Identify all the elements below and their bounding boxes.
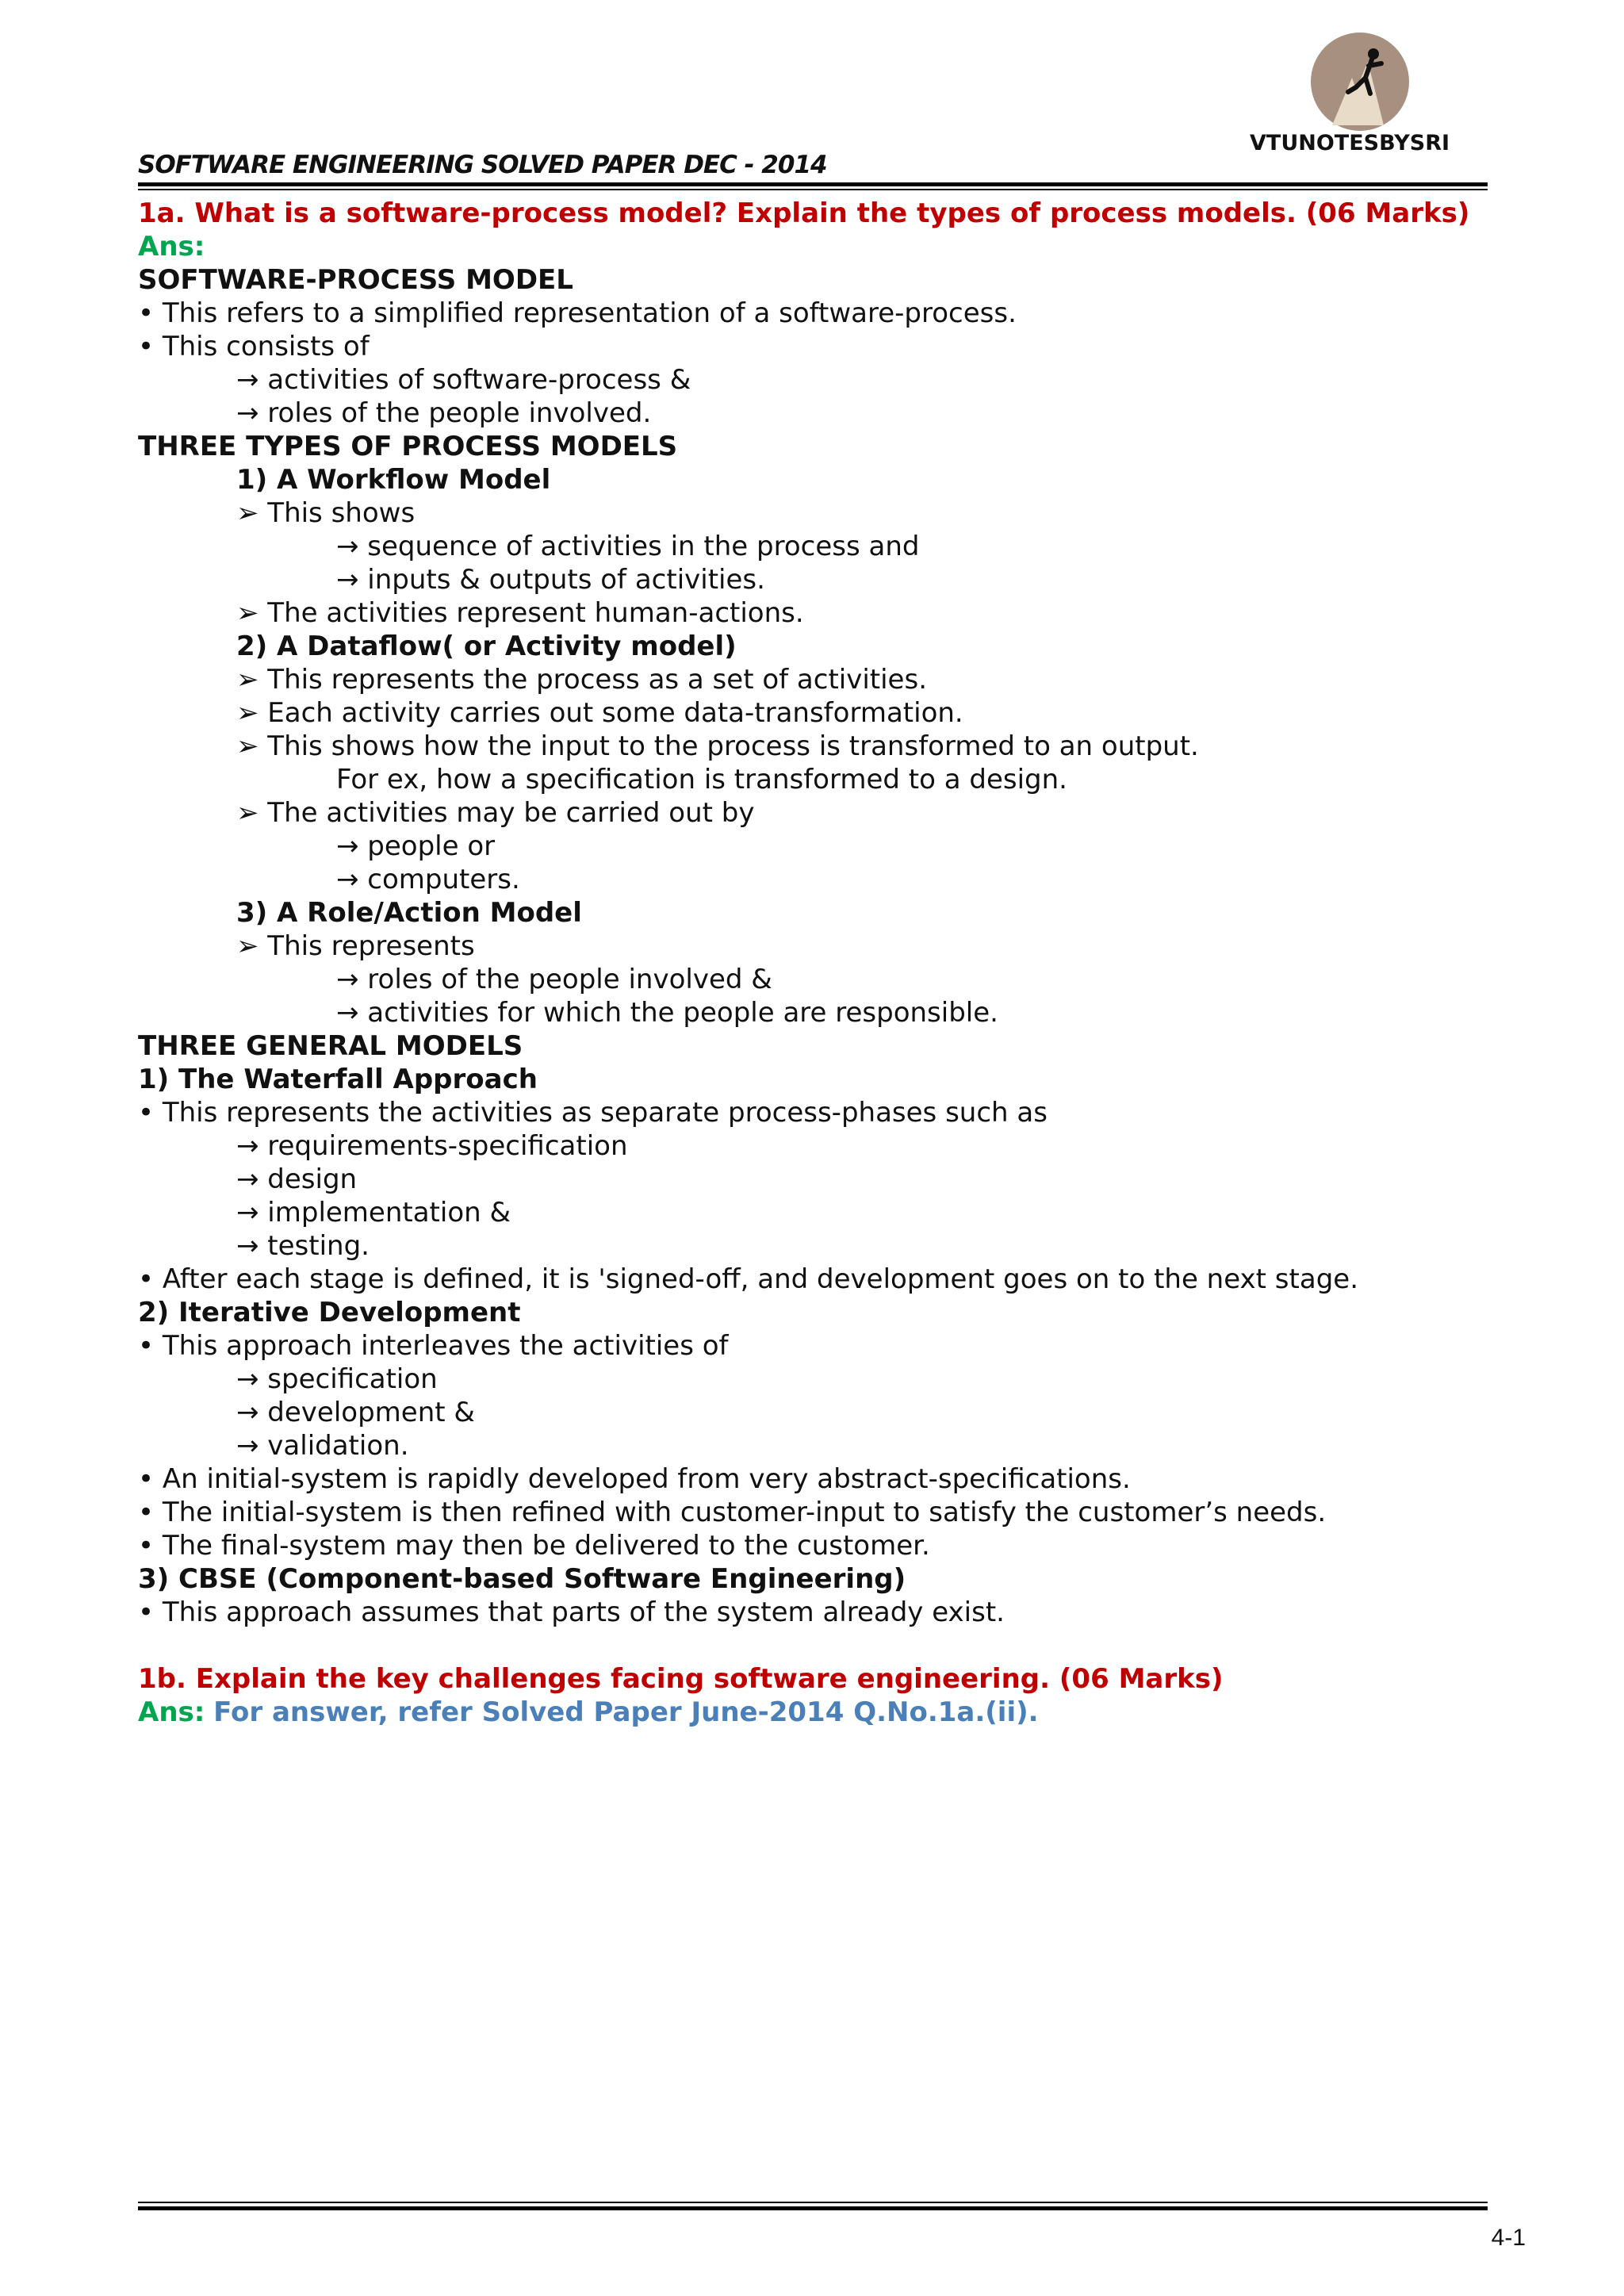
footer-rule bbox=[138, 2206, 1488, 2210]
model-title: 2) Iterative Development bbox=[138, 1297, 521, 1328]
answer-label: Ans: bbox=[138, 1696, 205, 1728]
sub-bullet: → activities for which the people are responsible. bbox=[336, 997, 998, 1029]
model-title: 1) A Workflow Model bbox=[236, 464, 551, 496]
climber-logo-icon bbox=[1308, 30, 1411, 133]
answer-label: Ans: bbox=[138, 231, 205, 263]
sub-bullet: → roles of the people involved. bbox=[236, 397, 652, 429]
model-title: 3) CBSE (Component-based Software Engineering) bbox=[138, 1563, 906, 1595]
sub-bullet: → inputs & outputs of activities. bbox=[336, 564, 765, 596]
sub-bullet: → roles of the people involved & bbox=[336, 964, 772, 995]
question-1b: 1b. Explain the key challenges facing software engineering. (06 Marks) bbox=[138, 1663, 1224, 1695]
sub-bullet: → activities of software-process & bbox=[236, 364, 691, 396]
bullet: ➢ Each activity carries out some data-transformation. bbox=[236, 697, 963, 729]
sub-bullet: → development & bbox=[236, 1397, 475, 1428]
bullet: • After each stage is defined, it is 'signed-off, and development goes on to the next stage. bbox=[138, 1263, 1358, 1295]
sub-bullet: → validation. bbox=[236, 1430, 409, 1462]
sub-bullet: → specification bbox=[236, 1363, 438, 1395]
bullet: • The initial-system is then refined with customer-input to satisfy the customer’s needs. bbox=[138, 1497, 1327, 1528]
bullet: ➢ This shows how the input to the process is transformed to an output. bbox=[236, 730, 1199, 762]
sub-bullet: → implementation & bbox=[236, 1197, 511, 1228]
sub-bullet: For ex, how a specification is transformed to a design. bbox=[336, 764, 1067, 795]
model-title: 2) A Dataflow( or Activity model) bbox=[236, 631, 737, 662]
spacer bbox=[138, 1629, 1502, 1662]
model-title: 3) A Role/Action Model bbox=[236, 897, 582, 929]
bullet: ➢ This shows bbox=[236, 497, 416, 529]
page-content bbox=[138, 197, 1502, 1729]
sub-bullet: → requirements-specification bbox=[236, 1130, 628, 1162]
answer-line bbox=[138, 1696, 1502, 1729]
sub-bullet: → testing. bbox=[236, 1230, 370, 1262]
page-number: 4-1 bbox=[1491, 2225, 1526, 2251]
section-heading: SOFTWARE-PROCESS MODEL bbox=[138, 264, 573, 296]
section-heading: THREE TYPES OF PROCESS MODELS bbox=[138, 431, 678, 462]
bullet: ➢ This represents bbox=[236, 930, 475, 962]
answer-reference: For answer, refer Solved Paper June-2014 Q.No.1a.(ii). bbox=[213, 1696, 1039, 1728]
bullet: • This approach assumes that parts of the system already exist. bbox=[138, 1596, 1005, 1628]
logo-text: VTUNOTESBYSRI bbox=[1250, 131, 1450, 155]
footer-rule-thin bbox=[138, 2202, 1488, 2203]
bullet: • This refers to a simplified representation of a software-process. bbox=[138, 297, 1017, 329]
sub-bullet: → design bbox=[236, 1163, 358, 1195]
bullet: • An initial-system is rapidly developed from very abstract-specifications. bbox=[138, 1463, 1131, 1495]
model-title: 1) The Waterfall Approach bbox=[138, 1064, 538, 1095]
bullet: • The final-system may then be delivered to the customer. bbox=[138, 1530, 930, 1562]
bullet: • This represents the activities as separate process-phases such as bbox=[138, 1097, 1048, 1129]
question-1a: 1a. What is a software-process model? Explain the types of process models. (06 Marks) bbox=[138, 197, 1470, 229]
header-rule-thin bbox=[138, 189, 1488, 190]
sub-bullet: → sequence of activities in the process and bbox=[336, 531, 920, 562]
header-rule bbox=[138, 182, 1488, 186]
bullet: • This consists of bbox=[138, 331, 370, 362]
sub-bullet: → computers. bbox=[336, 864, 520, 895]
bullet: ➢ The activities represent human-actions. bbox=[236, 597, 804, 629]
bullet: ➢ This represents the process as a set of activities. bbox=[236, 664, 928, 696]
document-title: SOFTWARE ENGINEERING SOLVED PAPER DEC - 2014 bbox=[138, 151, 827, 179]
bullet: • This approach interleaves the activities of bbox=[138, 1330, 729, 1362]
sub-bullet: → people or bbox=[336, 830, 496, 862]
section-heading: THREE GENERAL MODELS bbox=[138, 1030, 523, 1062]
bullet: ➢ The activities may be carried out by bbox=[236, 797, 755, 829]
